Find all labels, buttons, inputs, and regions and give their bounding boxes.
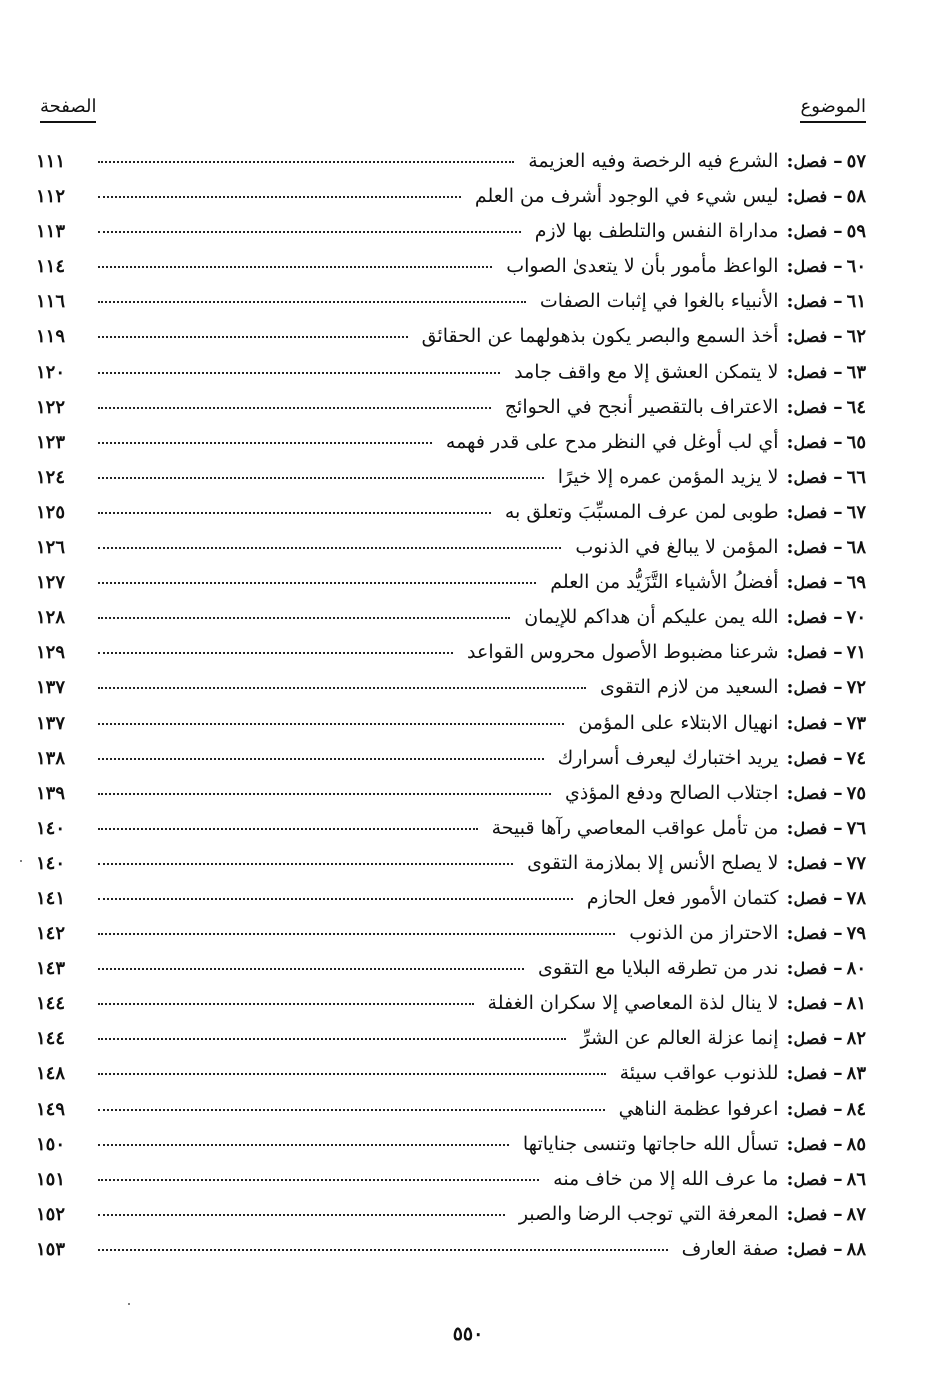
toc-entry bbox=[36, 712, 866, 747]
toc-entry-number: ٦٠ bbox=[846, 256, 866, 278]
toc-entry-label: فصل bbox=[793, 713, 828, 733]
toc-entry-title: اجتلاب الصالح ودفع المؤذي bbox=[564, 781, 779, 804]
toc-entry-colon: : bbox=[786, 957, 794, 980]
toc-entry-title: تسأل الله حاجاتها وتنسى جناياتها bbox=[522, 1132, 779, 1155]
toc-entry-dash: – bbox=[833, 746, 843, 769]
toc-entry bbox=[36, 1027, 866, 1062]
toc-entry-colon: : bbox=[786, 465, 794, 488]
toc-entry-dash: – bbox=[833, 816, 843, 839]
toc-entry-title: مداراة النفس والتلطف بها لازم bbox=[534, 220, 779, 243]
toc-entry-title: شرعنا مضبوط الأصول محروس القواعد bbox=[467, 641, 779, 664]
toc-entry-number: ٨٥ bbox=[846, 1133, 866, 1155]
toc-dot-leader bbox=[98, 1214, 505, 1216]
toc-entry-colon: : bbox=[786, 185, 794, 208]
toc-dot-leader bbox=[98, 968, 524, 970]
toc-entry-number: ٧٨ bbox=[846, 887, 866, 909]
scan-speck bbox=[128, 1303, 130, 1305]
toc-entry bbox=[36, 957, 866, 992]
toc-entry-title: لا ينال لذة المعاصي إلا سكران الغفلة bbox=[487, 992, 779, 1015]
toc-entry bbox=[36, 431, 866, 466]
toc-dot-leader bbox=[98, 723, 564, 725]
toc-entry-number: ٨٤ bbox=[846, 1098, 866, 1120]
toc-entry-colon: : bbox=[786, 1202, 794, 1225]
toc-entry-label: فصل bbox=[793, 257, 828, 277]
toc-entry bbox=[36, 641, 866, 676]
toc-entry bbox=[36, 676, 866, 711]
toc-entry-dash: – bbox=[833, 711, 843, 734]
toc-entry-label: فصل bbox=[793, 888, 828, 908]
toc-entry-dash: – bbox=[833, 1167, 843, 1190]
toc-entry-dash: – bbox=[833, 886, 843, 909]
toc-entry-colon: : bbox=[786, 536, 794, 559]
toc-dot-leader bbox=[98, 617, 510, 619]
toc-entry-colon: : bbox=[786, 746, 794, 769]
toc-entry-page: ١٢٧ bbox=[36, 572, 66, 594]
toc-entry-page: ١١٢ bbox=[36, 186, 66, 208]
toc-entry-dash: – bbox=[833, 851, 843, 874]
toc-entry-label: فصل bbox=[793, 467, 828, 487]
toc-entry-dash: – bbox=[833, 571, 843, 594]
toc-entry-number: ٨٦ bbox=[846, 1168, 866, 1190]
toc-entry-number: ٨٠ bbox=[846, 958, 866, 980]
toc-entry-dash: – bbox=[833, 922, 843, 945]
toc-entry-dash: – bbox=[833, 220, 843, 243]
toc-entry bbox=[36, 1098, 866, 1133]
toc-entry bbox=[36, 887, 866, 922]
toc-entry-title: السعيد من لازم التقوى bbox=[599, 676, 779, 699]
toc-entry-dash: – bbox=[833, 430, 843, 453]
toc-entry-label: فصل bbox=[793, 748, 828, 768]
toc-entry bbox=[36, 501, 866, 536]
toc-entry-page: ١٥٣ bbox=[36, 1238, 66, 1260]
toc-entry-page: ١٥١ bbox=[36, 1168, 66, 1190]
toc-entry-title: صفة العارف bbox=[681, 1237, 779, 1260]
subject-column-heading: الموضوع bbox=[800, 96, 866, 123]
toc-entry-title: طوبى لمن عرف المسبِّبَ وتعلق به bbox=[504, 500, 779, 523]
toc-entry-title: كتمان الأمور فعل الحازم bbox=[586, 886, 779, 909]
toc-dot-leader bbox=[98, 407, 491, 409]
toc-entry-title: أي لب أوغل في النظر مدح على قدر فهمه bbox=[445, 430, 779, 453]
toc-entry-page: ١٤٢ bbox=[36, 923, 66, 945]
toc-entry-page: ١٤١ bbox=[36, 887, 66, 909]
toc-entry-colon: : bbox=[786, 360, 794, 383]
toc-entry-number: ٨٣ bbox=[846, 1063, 866, 1085]
toc-entry-page: ١٢٣ bbox=[36, 431, 66, 453]
toc-entry-page: ١٤٨ bbox=[36, 1063, 66, 1085]
toc-entry-label: فصل bbox=[793, 538, 828, 558]
toc-entry bbox=[36, 1062, 866, 1097]
toc-entry-page: ١٤٣ bbox=[36, 958, 66, 980]
page-column-heading: الصفحة bbox=[40, 96, 96, 123]
toc-entry-label: فصل bbox=[793, 994, 828, 1014]
toc-entry bbox=[36, 852, 866, 887]
toc-entry-label: فصل bbox=[793, 783, 828, 803]
toc-entry-dash: – bbox=[833, 1132, 843, 1155]
toc-entry-title: المعرفة التي توجب الرضا والصبر bbox=[518, 1202, 779, 1225]
toc-entry bbox=[36, 1203, 866, 1238]
toc-entry-colon: : bbox=[786, 1097, 794, 1120]
toc-entry bbox=[36, 361, 866, 396]
toc-entry-number: ٧٦ bbox=[846, 817, 866, 839]
toc-entry bbox=[36, 466, 866, 501]
toc-entry-number: ٨٨ bbox=[846, 1238, 866, 1260]
toc-entry-dash: – bbox=[833, 150, 843, 172]
toc-entry bbox=[36, 782, 866, 817]
toc-entry-title: لا يزيد المؤمن عمره إلا خيرًا bbox=[557, 465, 779, 488]
table-of-contents-header bbox=[40, 92, 866, 132]
toc-entry-page: ١٤٩ bbox=[36, 1098, 66, 1120]
toc-entry-label: فصل bbox=[793, 187, 828, 207]
toc-entry bbox=[36, 290, 866, 325]
toc-entry-page: ١٢٩ bbox=[36, 642, 66, 664]
toc-entry-colon: : bbox=[786, 571, 794, 594]
toc-entry bbox=[36, 325, 866, 360]
toc-entry-page: ١٤٠ bbox=[36, 817, 66, 839]
toc-entry-number: ٦٢ bbox=[846, 326, 866, 348]
toc-entry-page: ١٣٧ bbox=[36, 677, 66, 699]
toc-entry-label: فصل bbox=[793, 573, 828, 593]
toc-entry-colon: : bbox=[786, 290, 794, 313]
toc-entry-page: ١٥٠ bbox=[36, 1133, 66, 1155]
toc-entry-number: ٦٧ bbox=[846, 501, 866, 523]
toc-entry-title: ليس شيء في الوجود أشرف من العلم bbox=[474, 185, 779, 208]
toc-entry-colon: : bbox=[786, 711, 794, 734]
toc-dot-leader bbox=[98, 758, 544, 760]
toc-entry-colon: : bbox=[786, 150, 794, 172]
toc-entry-number: ٦٩ bbox=[846, 572, 866, 594]
toc-entry-number: ٧٩ bbox=[846, 923, 866, 945]
toc-entry-colon: : bbox=[786, 851, 794, 874]
toc-entry-title: من تأمل عواقب المعاصي رآها قبيحة bbox=[491, 816, 779, 839]
toc-entry bbox=[36, 1133, 866, 1168]
toc-dot-leader bbox=[98, 512, 491, 514]
toc-entry bbox=[36, 255, 866, 290]
toc-entry-page: ١٢٤ bbox=[36, 466, 66, 488]
toc-entry bbox=[36, 150, 866, 185]
toc-entry bbox=[36, 922, 866, 957]
toc-entry-label: فصل bbox=[793, 818, 828, 838]
toc-dot-leader bbox=[98, 1073, 606, 1075]
toc-entry-colon: : bbox=[786, 922, 794, 945]
toc-entry-dash: – bbox=[833, 290, 843, 313]
toc-dot-leader bbox=[98, 1109, 605, 1111]
toc-entry-number: ٨٧ bbox=[846, 1203, 866, 1225]
page-number: ٥٥٠ bbox=[452, 1323, 484, 1345]
toc-entry-number: ٧١ bbox=[846, 642, 866, 664]
toc-entry-number: ٦٨ bbox=[846, 537, 866, 559]
toc-entry-colon: : bbox=[786, 255, 794, 278]
toc-entry-title: الواعظ مأمور بأن لا يتعدىٰ الصواب bbox=[506, 255, 779, 278]
toc-entry-title: أخذ السمع والبصر يكون بذهولهما عن الحقائق bbox=[421, 325, 779, 348]
toc-entry-colon: : bbox=[786, 816, 794, 839]
toc-entry-number: ٧٠ bbox=[846, 607, 866, 629]
toc-dot-leader bbox=[98, 477, 544, 479]
toc-dot-leader bbox=[98, 793, 551, 795]
toc-entry-dash: – bbox=[833, 255, 843, 278]
toc-entry bbox=[36, 817, 866, 852]
toc-dot-leader bbox=[98, 1249, 668, 1251]
toc-entry-label: فصل bbox=[793, 362, 828, 382]
toc-entry-label: فصل bbox=[793, 1064, 828, 1084]
toc-entry-number: ٧٣ bbox=[846, 712, 866, 734]
toc-entry-label: فصل bbox=[793, 1029, 828, 1049]
toc-entry-colon: : bbox=[786, 1167, 794, 1190]
toc-dot-leader bbox=[98, 231, 521, 233]
toc-entry-colon: : bbox=[786, 395, 794, 418]
toc-dot-leader bbox=[98, 547, 561, 549]
toc-entry-dash: – bbox=[833, 325, 843, 348]
toc-entry-colon: : bbox=[786, 500, 794, 523]
toc-dot-leader bbox=[98, 196, 461, 198]
toc-entry-label: فصل bbox=[793, 152, 828, 171]
toc-entry-dash: – bbox=[833, 606, 843, 629]
toc-entry-label: فصل bbox=[793, 1099, 828, 1119]
toc-entry-label: فصل bbox=[793, 1239, 828, 1259]
toc-entry-dash: – bbox=[833, 1202, 843, 1225]
toc-entry-dash: – bbox=[833, 957, 843, 980]
toc-entry-colon: : bbox=[786, 1237, 794, 1260]
toc-entry-title: ما عرف الله إلا من خاف منه bbox=[553, 1167, 779, 1190]
toc-dot-leader bbox=[98, 372, 500, 374]
toc-entry-colon: : bbox=[786, 992, 794, 1015]
toc-entry-page: ١٢٨ bbox=[36, 607, 66, 629]
toc-entry bbox=[36, 1238, 866, 1273]
toc-entry-label: فصل bbox=[793, 222, 828, 242]
toc-entry-page: ١٣٨ bbox=[36, 747, 66, 769]
toc-entry-colon: : bbox=[786, 886, 794, 909]
toc-entry-page: ١١٩ bbox=[36, 326, 66, 348]
toc-entry bbox=[36, 571, 866, 606]
toc-dot-leader bbox=[98, 1144, 509, 1146]
toc-dot-leader bbox=[98, 687, 586, 689]
toc-entry-page: ١٤٠ bbox=[36, 852, 66, 874]
toc-entry-colon: : bbox=[786, 430, 794, 453]
toc-entry-page: ١٥٢ bbox=[36, 1203, 66, 1225]
toc-entry-number: ٨١ bbox=[846, 993, 866, 1015]
toc-entry-colon: : bbox=[786, 781, 794, 804]
toc-entry-label: فصل bbox=[793, 678, 828, 698]
toc-entry-page: ١٢٢ bbox=[36, 396, 66, 418]
toc-entry-number: ٦٦ bbox=[846, 466, 866, 488]
toc-entry-number: ٥٨ bbox=[846, 186, 866, 208]
toc-entry bbox=[36, 220, 866, 255]
toc-entry-number: ٥٧ bbox=[846, 151, 866, 172]
toc-dot-leader bbox=[98, 336, 408, 338]
toc-entry-colon: : bbox=[786, 1132, 794, 1155]
toc-entry-title: لا يصلح الأنس إلا بملازمة التقوى bbox=[527, 851, 779, 874]
toc-entry-dash: – bbox=[833, 992, 843, 1015]
toc-dot-leader bbox=[98, 898, 573, 900]
toc-entry-dash: – bbox=[833, 676, 843, 699]
toc-dot-leader bbox=[98, 863, 513, 865]
toc-entry-dash: – bbox=[833, 536, 843, 559]
toc-entry-title: يريد اختبارك ليعرف أسرارك bbox=[557, 746, 779, 769]
toc-dot-leader bbox=[98, 828, 478, 830]
toc-entry-number: ٦٥ bbox=[846, 431, 866, 453]
toc-dot-leader bbox=[98, 161, 514, 163]
toc-entry-title: المؤمن لا يبالغ في الذنوب bbox=[575, 536, 779, 559]
toc-dot-leader bbox=[98, 301, 526, 303]
scan-speck bbox=[20, 860, 22, 862]
toc-entry-number: ٥٩ bbox=[846, 221, 866, 243]
toc-entry-title: إنما عزلة العالم عن الشرِّ bbox=[580, 1027, 779, 1050]
toc-entry-page: ١٢٥ bbox=[36, 501, 66, 523]
toc-entry-page: ١٢٦ bbox=[36, 537, 66, 559]
toc-entry-number: ٧٤ bbox=[846, 747, 866, 769]
toc-entry-number: ٦٤ bbox=[846, 396, 866, 418]
toc-entry-page: ١٢٠ bbox=[36, 361, 66, 383]
toc-entry-dash: – bbox=[833, 465, 843, 488]
toc-entry-title: للذنوب عواقب سيئة bbox=[619, 1062, 779, 1085]
toc-entry-colon: : bbox=[786, 220, 794, 243]
toc-entry-label: فصل bbox=[793, 397, 828, 417]
toc-entry-page: ١١١ bbox=[36, 151, 66, 172]
toc-entry bbox=[36, 1168, 866, 1203]
toc-dot-leader bbox=[98, 933, 615, 935]
toc-entry-dash: – bbox=[833, 1097, 843, 1120]
toc-entry-page: ١٣٩ bbox=[36, 782, 66, 804]
toc-dot-leader bbox=[98, 1179, 539, 1181]
toc-entry-number: ٨٢ bbox=[846, 1028, 866, 1050]
toc-entry bbox=[36, 747, 866, 782]
toc-entry bbox=[36, 992, 866, 1027]
toc-entry-title: الشرع فيه الرخصة وفيه العزيمة bbox=[528, 150, 779, 172]
toc-entry-label: فصل bbox=[793, 292, 828, 312]
toc-entry-label: فصل bbox=[793, 502, 828, 522]
toc-entry-label: فصل bbox=[793, 1169, 828, 1189]
toc-entry bbox=[36, 185, 866, 220]
toc-entry-dash: – bbox=[833, 185, 843, 208]
toc-entry-label: فصل bbox=[793, 853, 828, 873]
toc-entry-number: ٦٣ bbox=[846, 361, 866, 383]
toc-entry-title: الله يمن عليكم أن هداكم للإيمان bbox=[524, 606, 779, 629]
toc-dot-leader bbox=[98, 582, 536, 584]
toc-entry-title: ندر من تطرقه البلايا مع التقوى bbox=[537, 957, 779, 980]
toc-entry-dash: – bbox=[833, 1027, 843, 1050]
toc-entry-dash: – bbox=[833, 500, 843, 523]
toc-entry-label: فصل bbox=[793, 1134, 828, 1154]
toc-entry-label: فصل bbox=[793, 432, 828, 452]
toc-entry-title: أفضلُ الأشياء التَّزَيُّد من العلم bbox=[550, 571, 779, 594]
toc-entry-number: ٧٥ bbox=[846, 782, 866, 804]
toc-dot-leader bbox=[98, 652, 453, 654]
toc-entry-dash: – bbox=[833, 360, 843, 383]
toc-entry bbox=[36, 606, 866, 641]
toc-entry-dash: – bbox=[833, 781, 843, 804]
toc-entry-page: ١١٣ bbox=[36, 221, 66, 243]
toc-entry-label: فصل bbox=[793, 643, 828, 663]
toc-entry-page: ١٤٤ bbox=[36, 993, 66, 1015]
toc-entry-page: ١٣٧ bbox=[36, 712, 66, 734]
table-of-contents bbox=[36, 150, 866, 1273]
toc-entry-colon: : bbox=[786, 1027, 794, 1050]
toc-entry-dash: – bbox=[833, 1062, 843, 1085]
toc-entry-colon: : bbox=[786, 676, 794, 699]
toc-entry-page: ١١٦ bbox=[36, 291, 66, 313]
toc-entry-label: فصل bbox=[793, 327, 828, 347]
toc-entry-label: فصل bbox=[793, 608, 828, 628]
toc-entry-dash: – bbox=[833, 641, 843, 664]
toc-dot-leader bbox=[98, 442, 432, 444]
toc-entry-title: انهيال الابتلاء على المؤمن bbox=[578, 711, 779, 734]
toc-entry-label: فصل bbox=[793, 1204, 828, 1224]
toc-entry bbox=[36, 396, 866, 431]
toc-entry bbox=[36, 536, 866, 571]
toc-entry-page: ١١٤ bbox=[36, 256, 66, 278]
toc-entry-colon: : bbox=[786, 606, 794, 629]
toc-entry-colon: : bbox=[786, 325, 794, 348]
toc-entry-number: ٦١ bbox=[846, 291, 866, 313]
toc-entry-title: الاحتراز من الذنوب bbox=[629, 922, 779, 945]
toc-dot-leader bbox=[98, 1003, 474, 1005]
toc-entry-number: ٧٧ bbox=[846, 852, 866, 874]
toc-entry-page: ١٤٤ bbox=[36, 1028, 66, 1050]
toc-entry-label: فصل bbox=[793, 959, 828, 979]
toc-dot-leader bbox=[98, 1038, 566, 1040]
toc-entry-label: فصل bbox=[793, 924, 828, 944]
toc-entry-title: الاعتراف بالتقصير أنجح في الحوائج bbox=[504, 395, 779, 418]
toc-entry-dash: – bbox=[833, 395, 843, 418]
toc-entry-colon: : bbox=[786, 1062, 794, 1085]
toc-entry-colon: : bbox=[786, 641, 794, 664]
toc-entry-title: اعرفوا عظمة الناهي bbox=[618, 1097, 779, 1120]
toc-entry-title: لا يتمكن العشق إلا مع واقف جامد bbox=[514, 360, 779, 383]
toc-entry-title: الأنبياء بالغوا في إثبات الصفات bbox=[539, 290, 779, 313]
toc-dot-leader bbox=[98, 266, 492, 268]
toc-entry-dash: – bbox=[833, 1237, 843, 1260]
toc-entry-number: ٧٢ bbox=[846, 677, 866, 699]
